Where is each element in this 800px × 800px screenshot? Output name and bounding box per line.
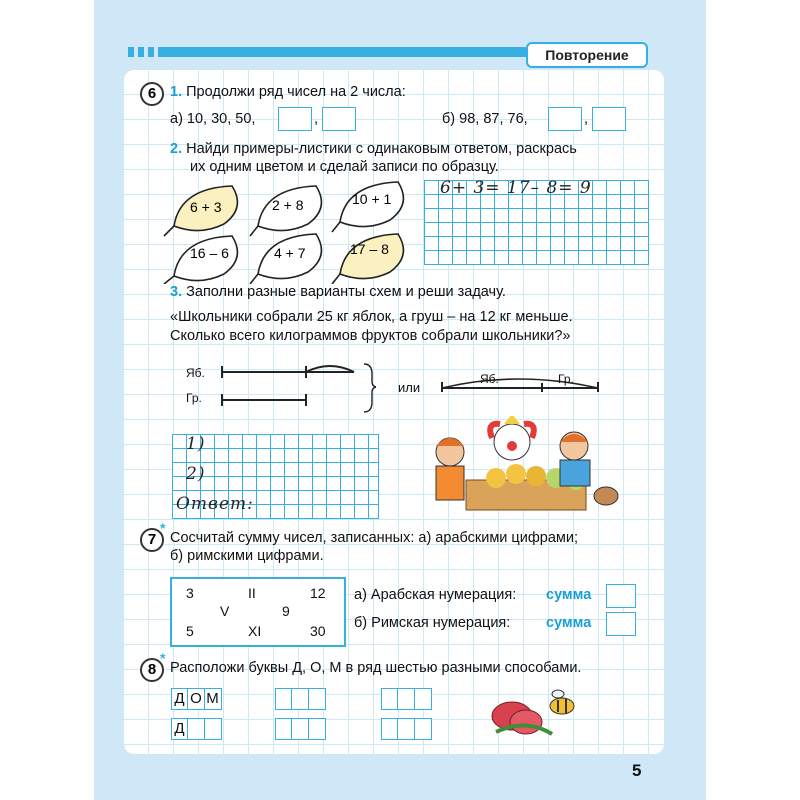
letter-cell[interactable]: Д xyxy=(171,688,189,710)
roman-sum-word: сумма xyxy=(546,615,592,631)
letter-row-3[interactable] xyxy=(382,688,432,710)
letter-cell[interactable] xyxy=(291,688,309,710)
or-label: или xyxy=(398,380,421,395)
numbers-box xyxy=(170,577,346,647)
page-number: 5 xyxy=(632,761,642,780)
task-1-text: Продолжи ряд чисел на 2 числа: xyxy=(186,84,406,100)
number-item: V xyxy=(220,603,230,619)
letter-cell[interactable] xyxy=(397,718,415,740)
letter-row-6[interactable] xyxy=(382,718,432,740)
answer-box-a2[interactable] xyxy=(322,107,356,131)
task-3-line xyxy=(170,284,506,300)
letter-cell[interactable]: Д xyxy=(171,718,189,740)
problem-line-1: «Школьники собрали 25 кг яблок, а груш – на 12 кг меньше. xyxy=(170,309,573,325)
arabic-sum-input[interactable] xyxy=(606,584,636,608)
leaf-label-2: 2 + 8 xyxy=(272,197,304,213)
task-1-b: б) 98, 87, 76, xyxy=(442,111,528,127)
scheme-label-apples: Яб. xyxy=(186,366,205,380)
leaf-label-4: 16 – 6 xyxy=(190,245,229,261)
exercise-7-text-2: б) римскими цифрами. xyxy=(170,548,324,564)
number-item: 12 xyxy=(310,585,326,601)
star-icon: * xyxy=(160,520,166,536)
leaf-label-1: 6 + 3 xyxy=(190,199,222,215)
problem-line-2: Сколько всего килограммов фруктов собрали школьники?» xyxy=(170,328,571,344)
children-illustration xyxy=(426,416,626,516)
letter-row-2[interactable] xyxy=(276,688,326,710)
letter-row-4[interactable] xyxy=(172,718,222,740)
leaf-label-6: 17 – 8 xyxy=(350,241,389,257)
letter-cell[interactable] xyxy=(414,718,432,740)
exercise-6-number: 6 xyxy=(140,82,164,106)
leaf-label-3: 10 + 1 xyxy=(352,191,392,207)
roman-sum-input[interactable] xyxy=(606,612,636,636)
roman-sum-label: б) Римская нумерация: xyxy=(354,615,511,631)
exercise-8-text: Расположи буквы Д, О, М в ряд шестью разными способами. xyxy=(170,660,582,676)
number-item: 3 xyxy=(186,585,194,601)
scheme-1[interactable] xyxy=(216,360,376,414)
letter-cell[interactable] xyxy=(204,718,222,740)
number-item: II xyxy=(248,585,256,601)
scheme-2-label-pears: Гр. xyxy=(558,372,574,386)
task-1-number: 1. xyxy=(170,84,183,100)
arabic-sum-word: сумма xyxy=(546,587,592,603)
solution-step-2: 2) xyxy=(186,464,206,484)
letter-cell[interactable]: О xyxy=(187,688,205,710)
comma: , xyxy=(584,111,589,127)
arabic-sum-label: а) Арабская нумерация: xyxy=(354,587,517,603)
task-2-text-1: Найди примеры-листики с одинаковым ответом, раскрась xyxy=(186,141,577,157)
section-title: Повторение xyxy=(526,42,648,68)
letter-cell[interactable] xyxy=(308,688,326,710)
letter-cell[interactable] xyxy=(381,688,399,710)
task-3-text: Заполни разные варианты схем и реши задачу. xyxy=(186,284,506,300)
letter-cell[interactable] xyxy=(275,688,293,710)
task-2-text-2: их одним цветом и сделай записи по образцу. xyxy=(190,159,499,175)
leaves-illustration xyxy=(160,178,420,284)
letter-cell[interactable] xyxy=(381,718,399,740)
letter-cell[interactable]: М xyxy=(204,688,222,710)
solution-step-1: 1) xyxy=(186,434,206,454)
exercise-7-text-1: Сосчитай сумму чисел, записанных: а) арабскими цифрами; xyxy=(170,530,578,546)
exercise-8-number: 8 xyxy=(140,658,164,682)
answer-box-b2[interactable] xyxy=(592,107,626,131)
letter-cell[interactable] xyxy=(308,718,326,740)
letter-cell[interactable] xyxy=(397,688,415,710)
task-3-number: 3. xyxy=(170,284,183,300)
flower-bee-illustration xyxy=(486,688,586,738)
leaf-label-5: 4 + 7 xyxy=(274,245,306,261)
scheme-label-pears: Гр. xyxy=(186,391,202,405)
answer-box-b1[interactable] xyxy=(548,107,582,131)
sample-record: 6+ 3= 17– 8= 9 xyxy=(440,178,592,198)
number-item: 9 xyxy=(282,603,290,619)
letter-row-1[interactable] xyxy=(172,688,222,710)
letter-row-5[interactable] xyxy=(276,718,326,740)
letter-cell[interactable] xyxy=(414,688,432,710)
comma: , xyxy=(314,111,319,127)
task-2-number: 2. xyxy=(170,141,183,157)
task-1-line xyxy=(170,84,406,100)
number-item: 5 xyxy=(186,623,194,639)
task-1-a: а) 10, 30, 50, xyxy=(170,111,256,127)
number-item: 30 xyxy=(310,623,326,639)
scheme-2[interactable] xyxy=(438,370,602,394)
answer-box-a1[interactable] xyxy=(278,107,312,131)
letter-cell[interactable] xyxy=(275,718,293,740)
solution-answer: Ответ: xyxy=(176,494,254,514)
header-bar xyxy=(158,47,530,57)
scheme-2-label-apples: Яб. xyxy=(480,372,499,386)
exercise-7-number: 7 xyxy=(140,528,164,552)
header-stripes xyxy=(128,47,154,57)
task-2-line1 xyxy=(170,141,577,157)
letter-cell[interactable] xyxy=(187,718,205,740)
number-item: XI xyxy=(248,623,262,639)
star-icon: * xyxy=(160,650,166,666)
letter-cell[interactable] xyxy=(291,718,309,740)
